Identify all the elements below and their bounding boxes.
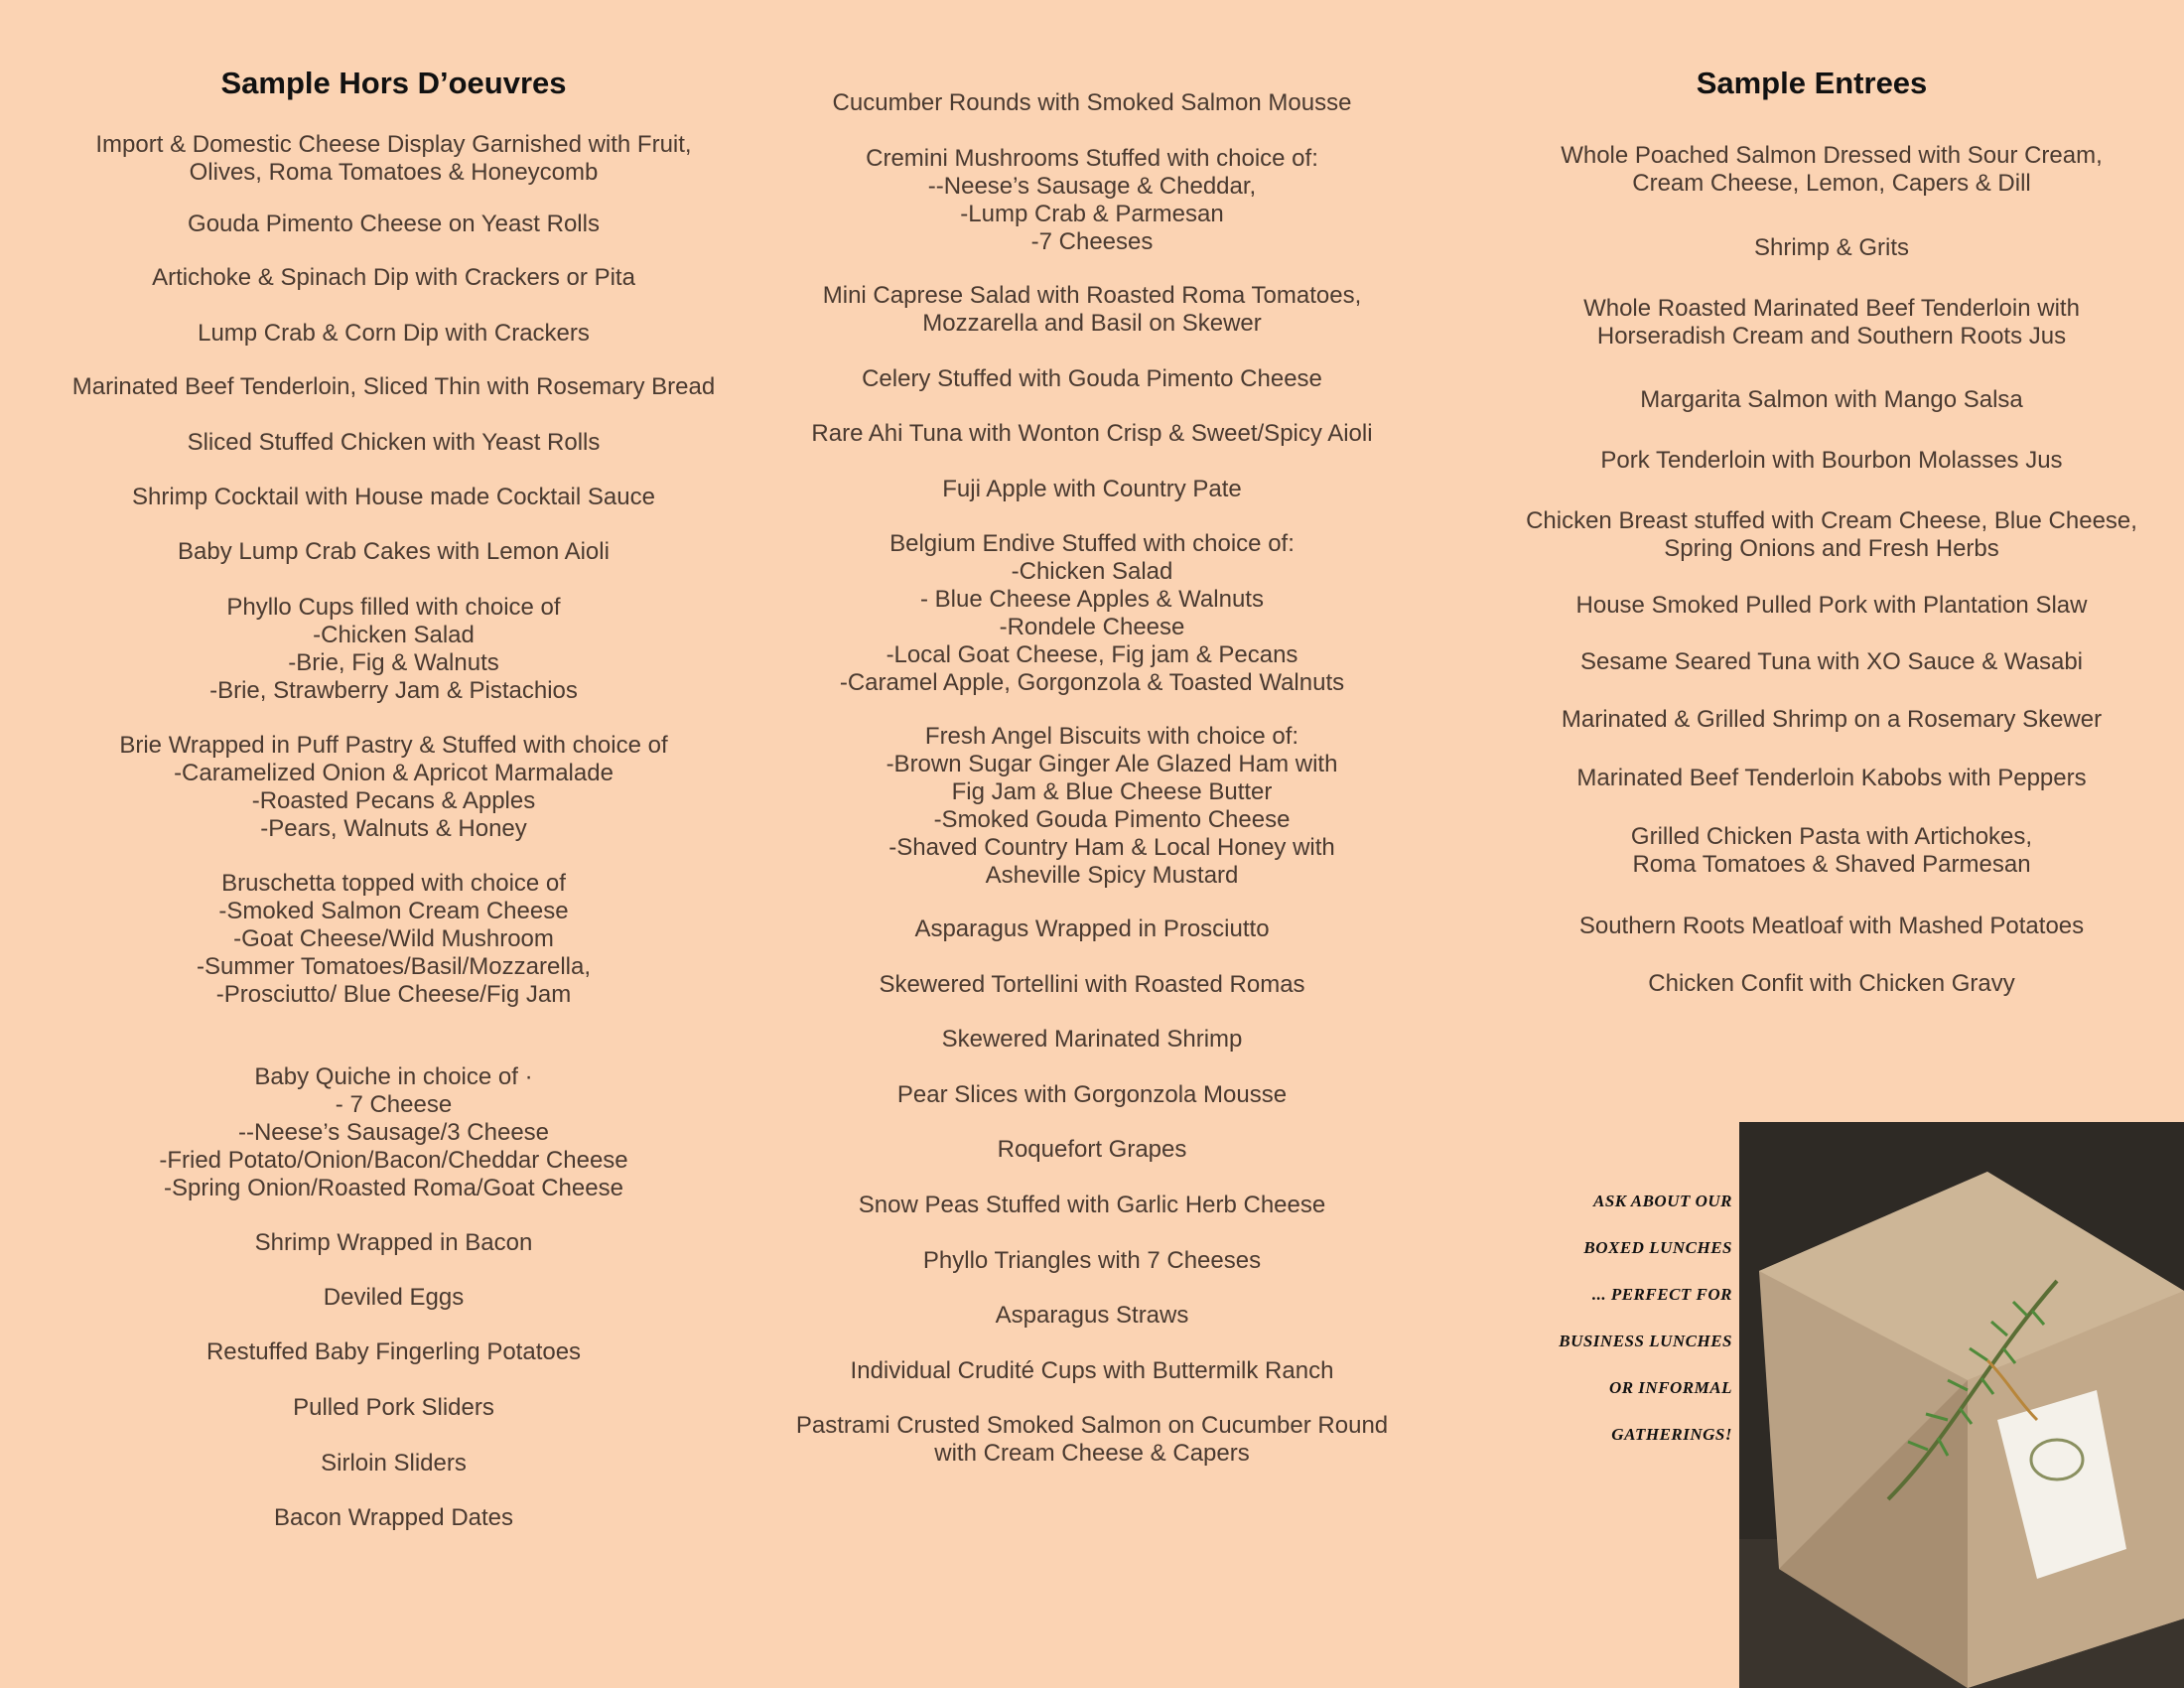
menu-item-line: -Smoked Gouda Pimento Cheese — [933, 806, 1291, 833]
menu-item-line: -Chicken Salad — [313, 622, 475, 648]
menu-item — [30, 1504, 757, 1532]
menu-item-line: Whole Roasted Marinated Beef Tenderloin with — [1583, 295, 2080, 322]
menu-item — [1489, 706, 2174, 734]
promo-line: ASK ABOUT OUR — [1592, 1192, 1732, 1210]
menu-item-line: Marinated Beef Tenderloin Kabobs with Peppers — [1576, 765, 2087, 791]
menu-item — [764, 1136, 1420, 1164]
menu-item-line: Cream Cheese, Lemon, Capers & Dill — [1632, 170, 2031, 197]
menu-item-line: Snow Peas Stuffed with Garlic Herb Cheese — [858, 1192, 1326, 1218]
menu-item-line: Marinated & Grilled Shrimp on a Rosemary Skewer — [1561, 706, 2103, 733]
menu-item-line: Phyllo Triangles with 7 Cheeses — [922, 1247, 1262, 1274]
menu-item — [764, 282, 1420, 338]
menu-item-line: -Lump Crab & Parmesan — [960, 201, 1224, 227]
menu-item — [1489, 234, 2174, 262]
menu-item — [30, 732, 757, 843]
menu-item-line: Asparagus Straws — [995, 1302, 1189, 1329]
menu-item — [764, 530, 1420, 697]
menu-item-line: Margarita Salmon with Mango Salsa — [1640, 386, 2023, 413]
promo-line: BUSINESS LUNCHES — [1559, 1332, 1732, 1350]
menu-item-line: - Blue Cheese Apples & Walnuts — [920, 586, 1264, 613]
menu-item — [764, 1192, 1420, 1219]
menu-item-line: Artichoke & Spinach Dip with Crackers or Pita — [152, 264, 635, 291]
menu-item — [30, 429, 757, 457]
menu-item — [764, 1357, 1420, 1385]
menu-item-line: Import & Domestic Cheese Display Garnished with Fruit, — [95, 131, 692, 158]
menu-item — [1489, 592, 2174, 620]
menu-item-line: -Brown Sugar Ginger Ale Glazed Ham with — [886, 751, 1338, 777]
menu-item — [30, 1338, 757, 1366]
menu-item-line: Fuji Apple with Country Pate — [942, 476, 1242, 502]
menu-item-line: Fig Jam & Blue Cheese Butter — [951, 778, 1273, 805]
menu-item-line: Deviled Eggs — [323, 1284, 465, 1311]
menu-item-line: - 7 Cheese — [335, 1091, 453, 1118]
menu-item-line: -Pears, Walnuts & Honey — [260, 815, 527, 842]
boxed-lunch-photo — [1739, 1122, 2184, 1688]
menu-item-line: Shrimp Cocktail with House made Cocktail Sauce — [132, 484, 655, 510]
menu-item-line: Gouda Pimento Cheese on Yeast Rolls — [188, 211, 600, 237]
menu-item-line: Celery Stuffed with Gouda Pimento Cheese — [862, 365, 1322, 392]
menu-item-line: Bruschetta topped with choice of — [221, 870, 566, 897]
menu-item — [1489, 648, 2174, 676]
menu-item — [764, 476, 1420, 503]
menu-item-line: House Smoked Pulled Pork with Plantation Slaw — [1575, 592, 2088, 619]
menu-item-line: Spring Onions and Fresh Herbs — [1664, 535, 1999, 562]
promo-line: GATHERINGS! — [1611, 1425, 1732, 1444]
menu-item — [30, 870, 757, 1009]
hors-doeuvres-heading: Sample Hors D’oeuvres — [220, 66, 567, 100]
menu-item-line: Sliced Stuffed Chicken with Yeast Rolls — [187, 429, 601, 456]
menu-item-line: -Prosciutto/ Blue Cheese/Fig Jam — [215, 981, 572, 1008]
menu-item-line: Cremini Mushrooms Stuffed with choice of: — [866, 145, 1318, 172]
menu-item — [30, 1284, 757, 1312]
menu-item-line: Mini Caprese Salad with Roasted Roma Tomatoes, — [822, 282, 1362, 309]
menu-item-line: Bacon Wrapped Dates — [273, 1504, 514, 1531]
menu-item-line: Baby Lump Crab Cakes with Lemon Aioli — [178, 538, 610, 565]
menu-item-line: Lump Crab & Corn Dip with Crackers — [198, 320, 590, 347]
menu-item-line: -Caramelized Onion & Apricot Marmalade — [174, 760, 614, 786]
menu-item-line: Pulled Pork Sliders — [293, 1394, 494, 1421]
menu-item-line: -Brie, Strawberry Jam & Pistachios — [209, 677, 578, 704]
promo-line: BOXED LUNCHES — [1583, 1238, 1732, 1257]
menu-item-line: Phyllo Cups filled with choice of — [226, 594, 561, 621]
menu-item — [30, 594, 757, 705]
menu-item — [30, 1063, 757, 1202]
menu-item-line: Rare Ahi Tuna with Wonton Crisp & Sweet/Spicy Aioli — [811, 420, 1373, 447]
menu-item — [764, 1026, 1420, 1054]
menu-item — [30, 373, 757, 401]
menu-item — [764, 1412, 1420, 1468]
menu-item-line: Southern Roots Meatloaf with Mashed Potatoes — [1578, 913, 2085, 939]
menu-item-line: Grilled Chicken Pasta with Artichokes, — [1630, 823, 2033, 850]
menu-item — [30, 211, 757, 238]
menu-item-line: Sesame Seared Tuna with XO Sauce & Wasabi — [1579, 648, 2084, 675]
menu-item-line: with Cream Cheese & Capers — [934, 1440, 1250, 1467]
menu-item — [1489, 765, 2174, 792]
menu-item-line: -Rondele Cheese — [999, 614, 1185, 640]
menu-item-line: --Neese’s Sausage & Cheddar, — [927, 173, 1257, 200]
promo-line: ... PERFECT FOR — [1591, 1285, 1732, 1304]
menu-item — [30, 1394, 757, 1422]
menu-item-line: Shrimp Wrapped in Bacon — [254, 1229, 533, 1256]
menu-item-line: -Spring Onion/Roasted Roma/Goat Cheese — [164, 1175, 623, 1201]
menu-item — [30, 131, 757, 187]
menu-item-line: -Fried Potato/Onion/Bacon/Cheddar Cheese — [159, 1147, 628, 1174]
menu-item — [764, 1302, 1420, 1330]
menu-item — [764, 89, 1420, 117]
menu-item — [1489, 823, 2174, 879]
menu-item-line: Chicken Breast stuffed with Cream Cheese, Blue Cheese, — [1526, 507, 2137, 534]
menu-item-line: Pear Slices with Gorgonzola Mousse — [896, 1081, 1288, 1108]
menu-item-line: Baby Quiche in choice of · — [254, 1063, 533, 1090]
menu-item-line: -Chicken Salad — [1011, 558, 1173, 585]
menu-item-line: -7 Cheeses — [1030, 228, 1154, 255]
menu-item-line: Roma Tomatoes & Shaved Parmesan — [1632, 851, 2031, 878]
menu-item-line: -Caramel Apple, Gorgonzola & Toasted Walnuts — [839, 669, 1345, 696]
menu-item-line: Skewered Tortellini with Roasted Romas — [879, 971, 1305, 998]
menu-item-line: Shrimp & Grits — [1753, 234, 1910, 261]
menu-item — [1489, 970, 2174, 998]
menu-item — [784, 723, 1439, 890]
menu-item — [1489, 295, 2174, 351]
menu-item-line: Chicken Confit with Chicken Gravy — [1648, 970, 2015, 997]
menu-item-line: -Roasted Pecans & Apples — [251, 787, 536, 814]
menu-item — [1489, 142, 2174, 198]
menu-item — [1489, 447, 2174, 475]
menu-item — [1489, 386, 2174, 414]
entrees-heading: Sample Entrees — [1696, 66, 1928, 100]
menu-item-line: -Shaved Country Ham & Local Honey with — [888, 834, 1335, 861]
menu-item — [30, 320, 757, 348]
menu-item-line: Sirloin Sliders — [321, 1450, 467, 1477]
menu-item-line: -Goat Cheese/Wild Mushroom — [233, 925, 554, 952]
boxed-lunch-promo — [1489, 1192, 1732, 1472]
menu-item — [30, 1229, 757, 1257]
menu-item-line: -Smoked Salmon Cream Cheese — [218, 898, 569, 924]
menu-item-line: Roquefort Grapes — [997, 1136, 1187, 1163]
menu-item — [764, 365, 1420, 393]
menu-item — [764, 915, 1420, 943]
menu-item-line: Belgium Endive Stuffed with choice of: — [889, 530, 1295, 557]
menu-item-line: Fresh Angel Biscuits with choice of: — [924, 723, 1299, 750]
menu-item-line: Brie Wrapped in Puff Pastry & Stuffed with choice of — [119, 732, 668, 759]
menu-item-line: Horseradish Cream and Southern Roots Jus — [1596, 323, 2067, 350]
menu-item-line: Marinated Beef Tenderloin, Sliced Thin with Rosemary Bread — [71, 373, 716, 400]
menu-item — [30, 538, 757, 566]
menu-item — [30, 264, 757, 292]
menu-item-line: --Neese’s Sausage/3 Cheese — [237, 1119, 550, 1146]
menu-item-line: Pastrami Crusted Smoked Salmon on Cucumber Round — [795, 1412, 1389, 1439]
menu-item-line: Restuffed Baby Fingerling Potatoes — [205, 1338, 582, 1365]
menu-item-line: Pork Tenderloin with Bourbon Molasses Jus — [1600, 447, 2063, 474]
menu-item — [1489, 913, 2174, 940]
menu-item — [764, 1247, 1420, 1275]
menu-item — [30, 1450, 757, 1477]
menu-item — [764, 1081, 1420, 1109]
menu-item-line: Skewered Marinated Shrimp — [941, 1026, 1243, 1053]
promo-line: OR INFORMAL — [1608, 1378, 1732, 1397]
menu-item-line: Individual Crudité Cups with Buttermilk Ranch — [850, 1357, 1334, 1384]
menu-item — [30, 484, 757, 511]
menu-item-line: Mozzarella and Basil on Skewer — [922, 310, 1262, 337]
menu-item — [1489, 507, 2174, 563]
menu-item-line: Olives, Roma Tomatoes & Honeycomb — [189, 159, 599, 186]
boxed-lunch-illustration — [1739, 1122, 2184, 1688]
menu-item-line: Whole Poached Salmon Dressed with Sour Cream, — [1561, 142, 2103, 169]
menu-item-line: Asparagus Wrapped in Prosciutto — [914, 915, 1270, 942]
menu-item — [764, 145, 1420, 256]
menu-item-line: Asheville Spicy Mustard — [985, 862, 1239, 889]
menu-item — [764, 420, 1420, 448]
menu-item-line: Cucumber Rounds with Smoked Salmon Mousse — [832, 89, 1352, 116]
menu-item-line: -Local Goat Cheese, Fig jam & Pecans — [886, 641, 1298, 668]
menu-item-line: -Brie, Fig & Walnuts — [288, 649, 499, 676]
menu-item-line: -Summer Tomatoes/Basil/Mozzarella, — [196, 953, 592, 980]
menu-item — [764, 971, 1420, 999]
